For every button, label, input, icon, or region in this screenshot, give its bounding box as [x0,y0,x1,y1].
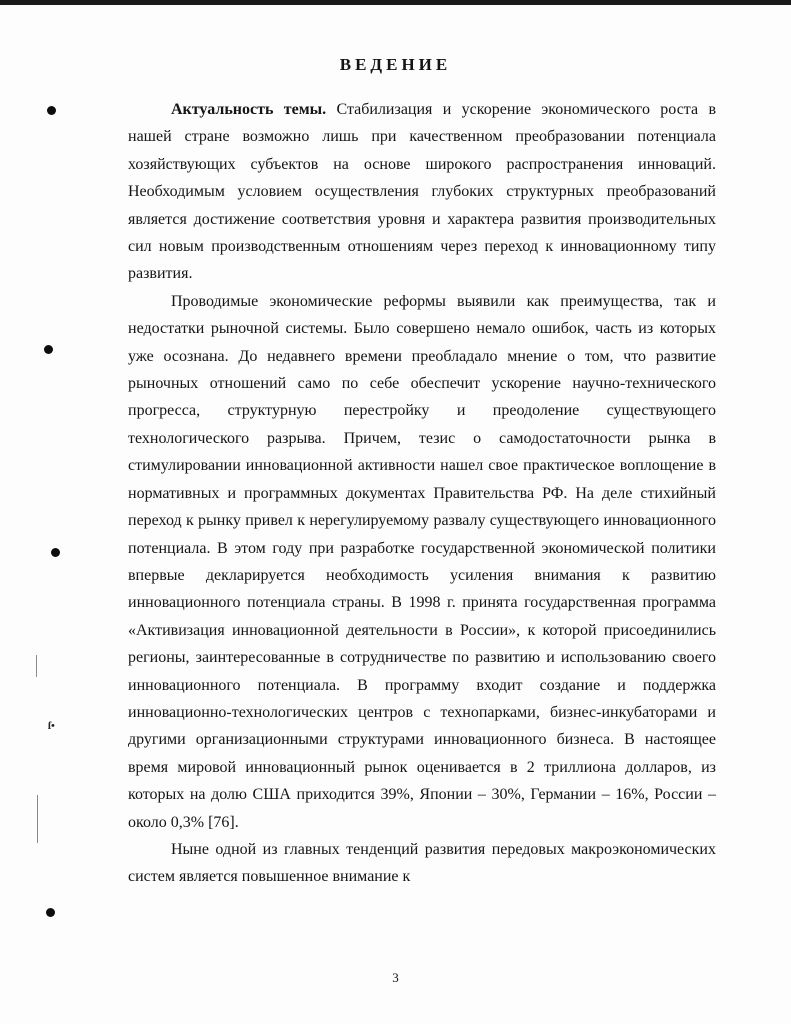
punch-hole-3 [51,548,60,557]
paragraph-text: Проводимые экономические реформы выявили как преимущества, так и недостатки рыночной системы. Было совершено немало ошибок, часть из которых уже осознана. До недавнего времени преобладало мнение о том, что развитие рыночных отношений само по себе обеспечит ускорение научно-технического прогресса, структурную перестройку и преодоление существующего технологического разрыва. Причем, тезис о самодостаточности рынка в стимулировании инновационной активности нашел свое практическое воплощение в нормативных и программных документах Правительства РФ. На деле стихийный переход к рынку привел к нерегулируемому развалу существующего инновационного потенциала. В этом году при разработке государственной экономической политики впервые декларируется необходимость усиления внимания к развитию инновационного потенциала страны. В 1998 г. принята государственная программа «Активизация инновационной деятельности в России», к которой присоединились регионы, заинтересованные в сотрудничестве по развитию и использованию своего инновационного потенциала. В программу входит создание и поддержка инновационно-технологических центров с технопарками, бизнес-инкубаторами и другими организационными структурами инновационного бизнеса. В настоящее время мировой инновационный рынок оценивается в 2 триллиона долларов, из которых на долю США приходится 39%, Японии – 30%, Германии – 16%, России – около 0,3% [76]. [128,292,716,831]
scan-top-border [0,0,791,5]
page-number: 3 [392,970,399,985]
scan-speck [36,655,37,677]
body-text [128,96,716,891]
paragraph-text: Стабилизация и ускорение экономического роста в нашей стране возможно лишь при качественном преобразовании потенциала хозяйствующих субъектов на основе широкого распространения инноваций. Необходимым условием осуществления глубоких структурных преобразований является достижение соответствия уровня и характера развития производительных сил новым производственным отношениям через переход к инновационному типу развития. [128,101,717,283]
page-title: ВЕДЕНИЕ [339,55,452,74]
scan-mark: ſ• [48,720,55,732]
punch-hole-4 [46,908,55,917]
punch-hole-1 [47,106,56,115]
punch-hole-2 [44,345,53,354]
paragraph-reforms [128,288,716,836]
paragraph-relevance [128,96,716,288]
scan-speck [37,795,38,843]
paragraph-trends [128,836,716,891]
paragraph-text: Ныне одной из главных тенденций развития передовых макроэкономических систем является повышенное внимание к [128,840,716,886]
paragraph-lead: Актуальность темы. [171,101,327,118]
